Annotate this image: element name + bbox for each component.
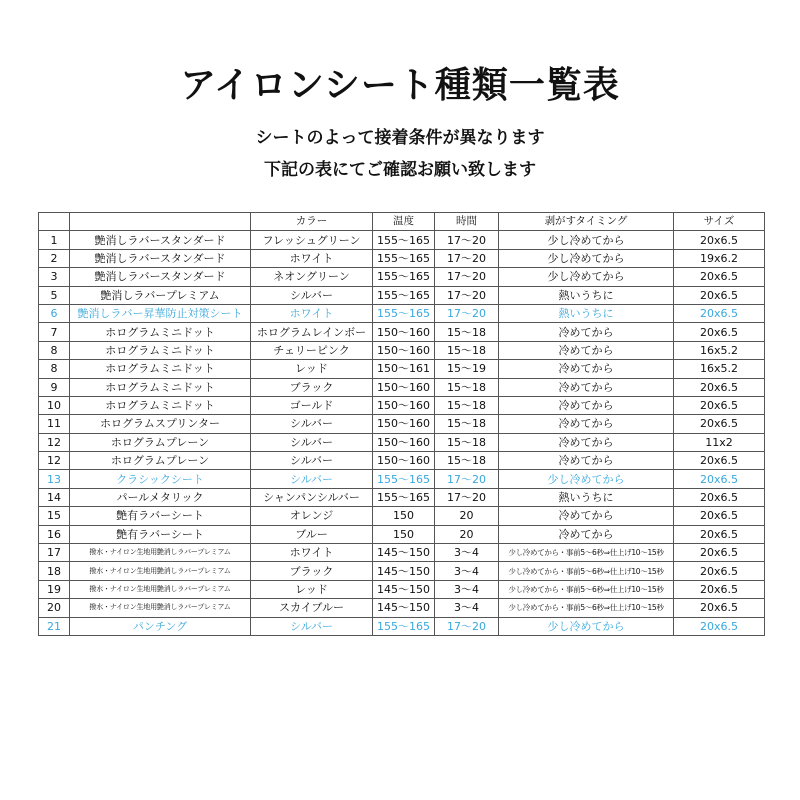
sheet-name-cell: 艶消しラバースタンダード [70, 268, 251, 286]
sheet-color-cell: ホワイト [251, 544, 373, 562]
sheet-size-cell: 20x6.5 [674, 231, 765, 249]
sheet-color-cell: ゴールド [251, 396, 373, 414]
peel-timing-cell: 冷めてから [499, 507, 674, 525]
temperature-cell: 150〜160 [373, 323, 435, 341]
sheet-color-cell: シルバー [251, 452, 373, 470]
table-row [39, 470, 765, 488]
press-time-cell: 15〜18 [435, 341, 499, 359]
row-number-cell: 8 [39, 341, 70, 359]
row-number-cell: 1 [39, 231, 70, 249]
row-number-cell: 17 [39, 544, 70, 562]
press-time-cell: 3〜4 [435, 580, 499, 598]
sheet-name-cell: ホログラムミニドット [70, 360, 251, 378]
peel-timing-cell: 熱いうちに [499, 488, 674, 506]
peel-timing-cell: 少し冷めてから [499, 231, 674, 249]
press-time-cell: 17〜20 [435, 617, 499, 635]
press-time-cell: 3〜4 [435, 562, 499, 580]
header-no [39, 213, 70, 231]
peel-timing-cell: 冷めてから [499, 396, 674, 414]
row-number-cell: 12 [39, 452, 70, 470]
table-row [39, 396, 765, 414]
peel-timing-cell: 熱いうちに [499, 286, 674, 304]
press-time-cell: 20 [435, 507, 499, 525]
row-number-cell: 8 [39, 360, 70, 378]
press-time-cell: 17〜20 [435, 249, 499, 267]
sheet-name-cell: 艶消しラバープレミアム [70, 286, 251, 304]
temperature-cell: 150〜160 [373, 433, 435, 451]
table-row [39, 544, 765, 562]
table-row [39, 231, 765, 249]
sheet-color-cell: スカイブルー [251, 599, 373, 617]
peel-timing-cell: 少し冷めてから [499, 617, 674, 635]
sheet-size-cell: 20x6.5 [674, 286, 765, 304]
sheet-color-cell: ネオングリーン [251, 268, 373, 286]
temperature-cell: 150〜160 [373, 396, 435, 414]
sheet-size-cell: 20x6.5 [674, 617, 765, 635]
header-time: 時間 [435, 213, 499, 231]
sheet-size-cell: 20x6.5 [674, 268, 765, 286]
sheet-size-cell: 11x2 [674, 433, 765, 451]
temperature-cell: 150〜160 [373, 452, 435, 470]
row-number-cell: 12 [39, 433, 70, 451]
peel-timing-cell: 熱いうちに [499, 304, 674, 322]
peel-timing-cell: 冷めてから [499, 378, 674, 396]
sheet-size-cell: 20x6.5 [674, 323, 765, 341]
temperature-cell: 155〜165 [373, 617, 435, 635]
sheet-size-cell: 20x6.5 [674, 599, 765, 617]
sheet-size-cell: 20x6.5 [674, 415, 765, 433]
sheet-name-cell: 艶消しラバースタンダード [70, 249, 251, 267]
sheet-name-cell: ホログラムミニドット [70, 323, 251, 341]
peel-timing-cell: 少し冷めてから・事前5〜6秒⇒仕上げ10〜15秒 [499, 544, 674, 562]
row-number-cell: 18 [39, 562, 70, 580]
sheet-name-cell: 撥水・ナイロン生地用艶消しラバープレミアム [70, 562, 251, 580]
press-time-cell: 15〜18 [435, 323, 499, 341]
temperature-cell: 145〜150 [373, 562, 435, 580]
press-time-cell: 15〜19 [435, 360, 499, 378]
sheet-color-cell: チェリーピンク [251, 341, 373, 359]
press-time-cell: 15〜18 [435, 415, 499, 433]
peel-timing-cell: 少し冷めてから [499, 470, 674, 488]
sheet-size-cell: 20x6.5 [674, 488, 765, 506]
press-time-cell: 15〜18 [435, 452, 499, 470]
temperature-cell: 150〜160 [373, 341, 435, 359]
press-time-cell: 15〜18 [435, 433, 499, 451]
row-number-cell: 20 [39, 599, 70, 617]
press-time-cell: 3〜4 [435, 544, 499, 562]
table-row [39, 249, 765, 267]
sheet-name-cell: ホログラムプレーン [70, 433, 251, 451]
table-row [39, 507, 765, 525]
sheet-size-cell: 19x6.2 [674, 249, 765, 267]
press-time-cell: 17〜20 [435, 268, 499, 286]
peel-timing-cell: 冷めてから [499, 525, 674, 543]
row-number-cell: 19 [39, 580, 70, 598]
peel-timing-cell: 冷めてから [499, 415, 674, 433]
sheet-color-cell: シルバー [251, 433, 373, 451]
press-time-cell: 3〜4 [435, 599, 499, 617]
row-number-cell: 2 [39, 249, 70, 267]
table-row [39, 360, 765, 378]
row-number-cell: 6 [39, 304, 70, 322]
table-row [39, 488, 765, 506]
sheet-size-cell: 20x6.5 [674, 525, 765, 543]
temperature-cell: 155〜165 [373, 268, 435, 286]
table-row [39, 452, 765, 470]
row-number-cell: 11 [39, 415, 70, 433]
row-number-cell: 10 [39, 396, 70, 414]
sheet-color-cell: フレッシュグリーン [251, 231, 373, 249]
sheet-size-cell: 20x6.5 [674, 562, 765, 580]
temperature-cell: 155〜165 [373, 231, 435, 249]
sheet-color-cell: シルバー [251, 617, 373, 635]
sheet-name-cell: 艶消しラバー昇華防止対策シート [70, 304, 251, 322]
peel-timing-cell: 少し冷めてから・事前5〜6秒⇒仕上げ10〜15秒 [499, 599, 674, 617]
temperature-cell: 145〜150 [373, 599, 435, 617]
row-number-cell: 16 [39, 525, 70, 543]
table-row [39, 304, 765, 322]
sheet-color-cell: シャンパンシルバー [251, 488, 373, 506]
sheet-color-cell: シルバー [251, 415, 373, 433]
sheet-name-cell: ホログラムプレーン [70, 452, 251, 470]
sheet-color-cell: ブラック [251, 562, 373, 580]
sheet-name-cell: クラシックシート [70, 470, 251, 488]
peel-timing-cell: 冷めてから [499, 341, 674, 359]
peel-timing-cell: 少し冷めてから [499, 268, 674, 286]
table-row [39, 433, 765, 451]
sheet-name-cell: ホログラムスプリンター [70, 415, 251, 433]
table-row [39, 580, 765, 598]
peel-timing-cell: 冷めてから [499, 360, 674, 378]
sheet-name-cell: 艶消しラバースタンダード [70, 231, 251, 249]
sheet-color-cell: ホワイト [251, 249, 373, 267]
table-row [39, 286, 765, 304]
press-time-cell: 20 [435, 525, 499, 543]
temperature-cell: 155〜165 [373, 286, 435, 304]
sheet-size-cell: 20x6.5 [674, 452, 765, 470]
sheet-size-cell: 20x6.5 [674, 378, 765, 396]
press-time-cell: 17〜20 [435, 470, 499, 488]
table-row [39, 599, 765, 617]
press-time-cell: 15〜18 [435, 396, 499, 414]
subtitle-line-1: シートのよって接着条件が異なります [255, 128, 545, 148]
sheet-color-cell: ブラック [251, 378, 373, 396]
temperature-cell: 150 [373, 507, 435, 525]
press-time-cell: 15〜18 [435, 378, 499, 396]
header-size: サイズ [674, 213, 765, 231]
row-number-cell: 9 [39, 378, 70, 396]
row-number-cell: 5 [39, 286, 70, 304]
row-number-cell: 14 [39, 488, 70, 506]
row-number-cell: 15 [39, 507, 70, 525]
peel-timing-cell: 冷めてから [499, 323, 674, 341]
sheet-size-cell: 20x6.5 [674, 580, 765, 598]
sheet-name-cell: ホログラムミニドット [70, 378, 251, 396]
header-name [70, 213, 251, 231]
row-number-cell: 7 [39, 323, 70, 341]
sheet-name-cell: 艶有ラバーシート [70, 525, 251, 543]
sheet-name-cell: 撥水・ナイロン生地用艶消しラバープレミアム [70, 544, 251, 562]
sheet-name-cell: 撥水・ナイロン生地用艶消しラバープレミアム [70, 580, 251, 598]
peel-timing-cell: 少し冷めてから [499, 249, 674, 267]
table-row [39, 562, 765, 580]
temperature-cell: 150〜160 [373, 378, 435, 396]
sheet-name-cell: 撥水・ナイロン生地用艶消しラバープレミアム [70, 599, 251, 617]
table-row [39, 525, 765, 543]
temperature-cell: 150〜161 [373, 360, 435, 378]
peel-timing-cell: 少し冷めてから・事前5〜6秒⇒仕上げ10〜15秒 [499, 580, 674, 598]
sheet-name-cell: ホログラムミニドット [70, 396, 251, 414]
sheet-color-cell: レッド [251, 580, 373, 598]
table-header-row [39, 213, 765, 231]
subtitle-line-2: 下記の表にてご確認お願い致します [264, 160, 536, 180]
temperature-cell: 155〜165 [373, 488, 435, 506]
sheet-name-cell: 艶有ラバーシート [70, 507, 251, 525]
sheet-name-cell: パンチング [70, 617, 251, 635]
header-color: カラー [251, 213, 373, 231]
sheet-size-cell: 20x6.5 [674, 470, 765, 488]
row-number-cell: 13 [39, 470, 70, 488]
temperature-cell: 145〜150 [373, 544, 435, 562]
table-row [39, 323, 765, 341]
sheet-size-cell: 16x5.2 [674, 360, 765, 378]
table-row [39, 268, 765, 286]
sheet-color-cell: ホログラムレインボー [251, 323, 373, 341]
temperature-cell: 155〜165 [373, 249, 435, 267]
sheet-color-cell: シルバー [251, 470, 373, 488]
press-time-cell: 17〜20 [435, 304, 499, 322]
sheet-name-cell: ホログラムミニドット [70, 341, 251, 359]
table-row [39, 415, 765, 433]
table-row [39, 341, 765, 359]
sheet-color-cell: ブルー [251, 525, 373, 543]
press-time-cell: 17〜20 [435, 231, 499, 249]
row-number-cell: 3 [39, 268, 70, 286]
press-time-cell: 17〜20 [435, 286, 499, 304]
temperature-cell: 145〜150 [373, 580, 435, 598]
table-row [39, 617, 765, 635]
sheet-size-cell: 20x6.5 [674, 507, 765, 525]
sheet-size-cell: 20x6.5 [674, 396, 765, 414]
temperature-cell: 155〜165 [373, 470, 435, 488]
temperature-cell: 150〜160 [373, 415, 435, 433]
page-title: アイロンシート種類一覧表 [180, 65, 620, 106]
sheet-color-cell: オレンジ [251, 507, 373, 525]
table-row [39, 378, 765, 396]
peel-timing-cell: 冷めてから [499, 452, 674, 470]
header-temperature: 温度 [373, 213, 435, 231]
temperature-cell: 150 [373, 525, 435, 543]
peel-timing-cell: 冷めてから [499, 433, 674, 451]
temperature-cell: 155〜165 [373, 304, 435, 322]
row-number-cell: 21 [39, 617, 70, 635]
press-time-cell: 17〜20 [435, 488, 499, 506]
sheet-size-cell: 16x5.2 [674, 341, 765, 359]
sheet-color-cell: シルバー [251, 286, 373, 304]
sheet-size-cell: 20x6.5 [674, 544, 765, 562]
sheet-color-cell: ホワイト [251, 304, 373, 322]
sheet-name-cell: パールメタリック [70, 488, 251, 506]
peel-timing-cell: 少し冷めてから・事前5〜6秒⇒仕上げ10〜15秒 [499, 562, 674, 580]
iron-sheet-table [38, 212, 765, 636]
sheet-color-cell: レッド [251, 360, 373, 378]
sheet-size-cell: 20x6.5 [674, 304, 765, 322]
header-peel-timing: 剥がすタイミング [499, 213, 674, 231]
